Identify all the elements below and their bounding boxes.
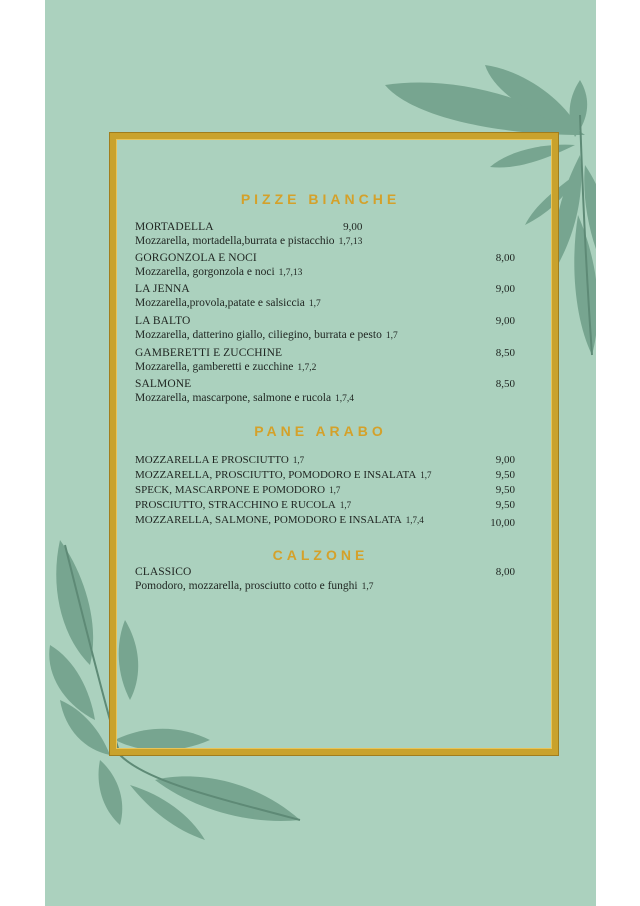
item-desc-text: Mozzarella, mascarpone, salmone e rucola (135, 392, 332, 404)
item-allergens: 1,7 (292, 455, 305, 465)
item-price: 9,50 (495, 499, 515, 511)
item-allergens: 1,7,2 (297, 363, 317, 373)
menu-item (135, 454, 515, 469)
item-desc-text: Mozzarella, gamberetti e zucchine (135, 361, 294, 373)
item-allergens: 1,7,13 (278, 268, 303, 278)
item-desc-text: Mozzarella, gorgonzola e noci (135, 266, 275, 278)
item-description (135, 360, 515, 376)
item-price: 9,00 (495, 454, 515, 466)
item-desc-text: Mozzarella, datterino giallo, ciliegino, burrata e pesto (135, 329, 382, 341)
item-name: GAMBERETTI E ZUCCHINE (135, 347, 283, 359)
menu-item (135, 221, 362, 250)
item-name: MORTADELLA (135, 221, 214, 233)
section-title-pane-arabo: PANE ARABO (254, 423, 387, 439)
item-name: MOZZARELLA, SALMONE, POMODORO E INSALATA (135, 514, 402, 526)
item-price: 8,50 (495, 378, 515, 390)
item-description (135, 391, 515, 407)
menu-page (45, 0, 596, 906)
item-price: 8,50 (495, 347, 515, 359)
pane-arabo-list (135, 454, 515, 529)
item-price: 9,00 (343, 221, 363, 233)
menu-item (135, 484, 515, 499)
item-price: 8,00 (495, 252, 515, 264)
item-allergens: 1,7 (385, 331, 398, 341)
item-allergens: 1,7,4 (405, 515, 424, 525)
item-price: 8,00 (495, 566, 515, 578)
menu-item (135, 469, 515, 484)
menu-item (135, 499, 515, 514)
item-desc-text: Mozzarella, mortadella,burrata e pistacchio (135, 235, 335, 247)
menu-item (135, 378, 515, 407)
item-allergens: 1,7,13 (338, 237, 363, 247)
item-name: GORGONZOLA E NOCI (135, 252, 257, 264)
item-name: PROSCIUTTO, STRACCHINO E RUCOLA (135, 499, 336, 511)
item-desc-text: Pomodoro, mozzarella, prosciutto cotto e funghi (135, 580, 358, 592)
item-price: 10,00 (490, 517, 515, 529)
item-description (135, 579, 515, 595)
item-name: LA BALTO (135, 315, 191, 327)
item-description (135, 296, 515, 312)
item-name: CLASSICO (135, 566, 192, 578)
item-price: 9,50 (495, 484, 515, 496)
menu-item (135, 315, 515, 344)
item-name: MOZZARELLA E PROSCIUTTO (135, 454, 289, 466)
item-name: SPECK, MASCARPONE E POMODORO (135, 484, 326, 496)
item-allergens: 1,7 (361, 582, 374, 592)
menu-item (135, 566, 515, 595)
item-allergens: 1,7,4 (335, 394, 355, 404)
menu-item (135, 252, 515, 281)
section-title-calzone: CALZONE (272, 547, 369, 563)
item-description (135, 234, 362, 250)
item-price: 9,00 (495, 283, 515, 295)
item-allergens: 1,7 (308, 299, 321, 309)
item-allergens: 1,7 (420, 470, 432, 480)
item-allergens: 1,7 (339, 500, 352, 510)
item-name: LA JENNA (135, 283, 190, 295)
calzone-list (135, 566, 515, 595)
item-name: MOZZARELLA, PROSCIUTTO, POMODORO E INSALATA (135, 469, 417, 481)
item-allergens: 1,7 (329, 485, 341, 495)
menu-item (135, 347, 515, 376)
item-price: 9,50 (495, 469, 515, 481)
item-description (135, 265, 515, 281)
item-name: SALMONE (135, 378, 192, 390)
menu-item (135, 514, 515, 529)
item-desc-text: Mozzarella,provola,patate e salsiccia (135, 297, 305, 309)
section-title-pizze-bianche: PIZZE BIANCHE (240, 191, 401, 207)
menu-item (135, 283, 515, 312)
item-price: 9,00 (495, 315, 515, 327)
item-description (135, 328, 515, 344)
